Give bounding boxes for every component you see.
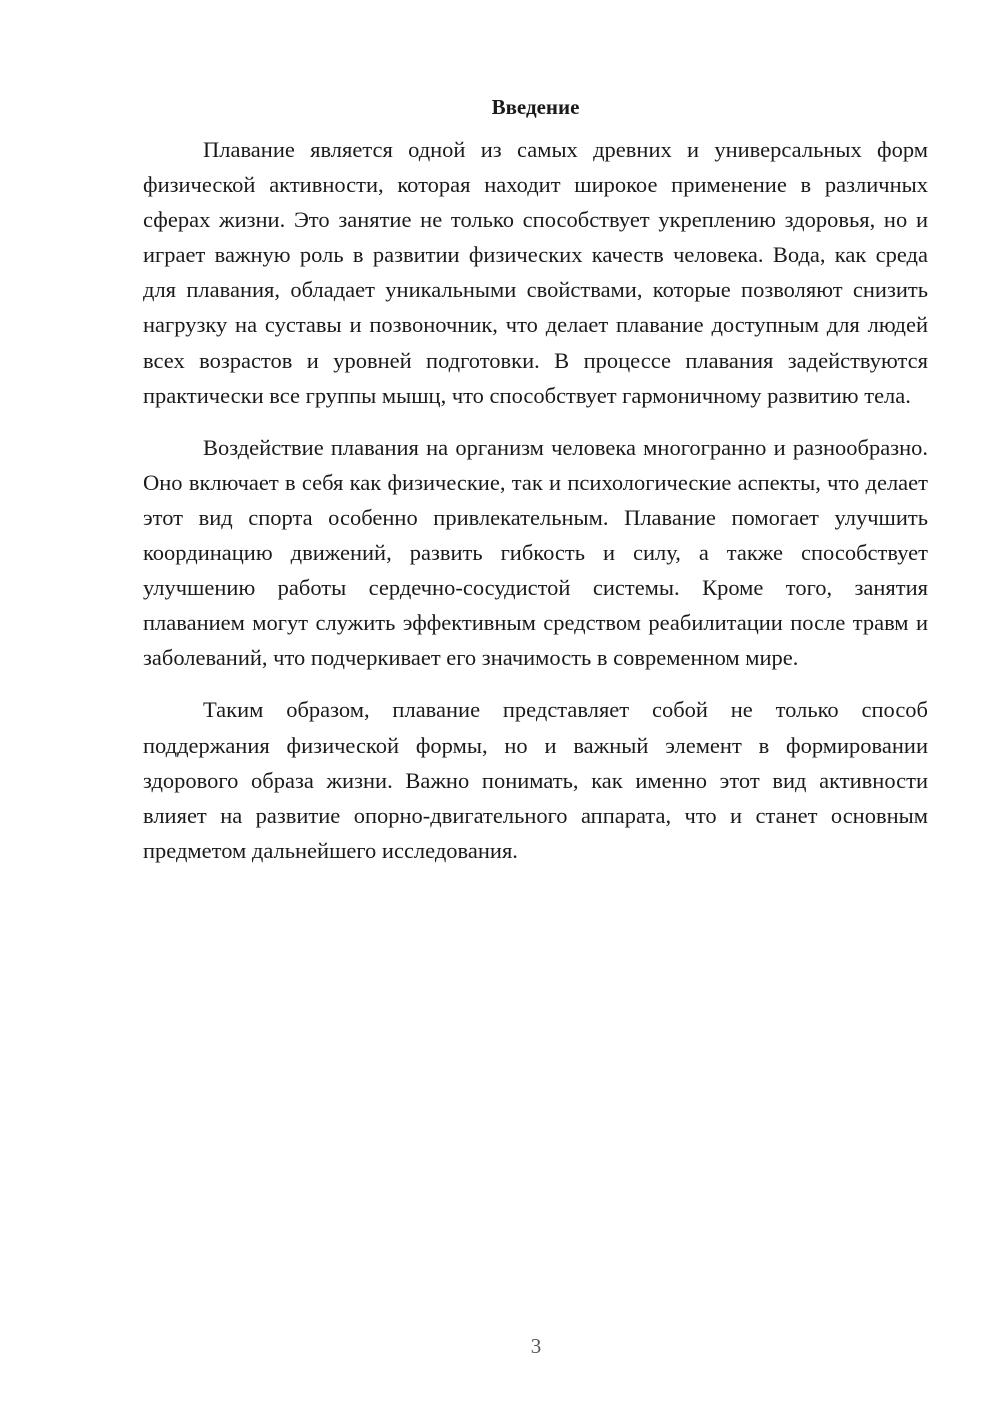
paragraph-1: Плавание является одной из самых древних и универсальных форм физической активности, которая находит широкое применение в различных сферах жизни. Это занятие не только способствует укреплению здоровья, но и играет важную роль в развитии физических качеств человека. Вода, как среда для плавания, обладает уникальными свойствами, которые позволяют снизить нагрузку на суставы и позвоночник, что делает плавание доступным для людей всех возрастов и уровней подготовки. В процессе плавания задействуются практически все группы мышц, что способствует гармоничному развитию тела. [143,137,928,408]
paragraph-3: Таким образом, плавание представляет собой не только способ поддержания физической формы, но и важный элемент в формировании здорового образа жизни. Важно понимать, как именно этот вид активности влияет на развитие опорно-двигательного аппарата, что и станет основным предметом дальнейшего исследования. [143,697,928,863]
page-content [143,92,928,885]
section-title: Введение [491,95,580,119]
page-number: 3 [530,1334,542,1358]
paragraph-2: Воздействие плавания на организм человека многогранно и разнообразно. Оно включает в себя как физические, так и психологические аспекты, что делает этот вид спорта особенно привлекательным. Плавание помогает улучшить координацию движений, развить гибкость и силу, а также способствует улучшению работы сердечно-сосудистой системы. Кроме того, занятия плаванием могут служить эффективным средством реабилитации после травм и заболеваний, что подчеркивает его значимость в современном мире. [143,434,928,671]
